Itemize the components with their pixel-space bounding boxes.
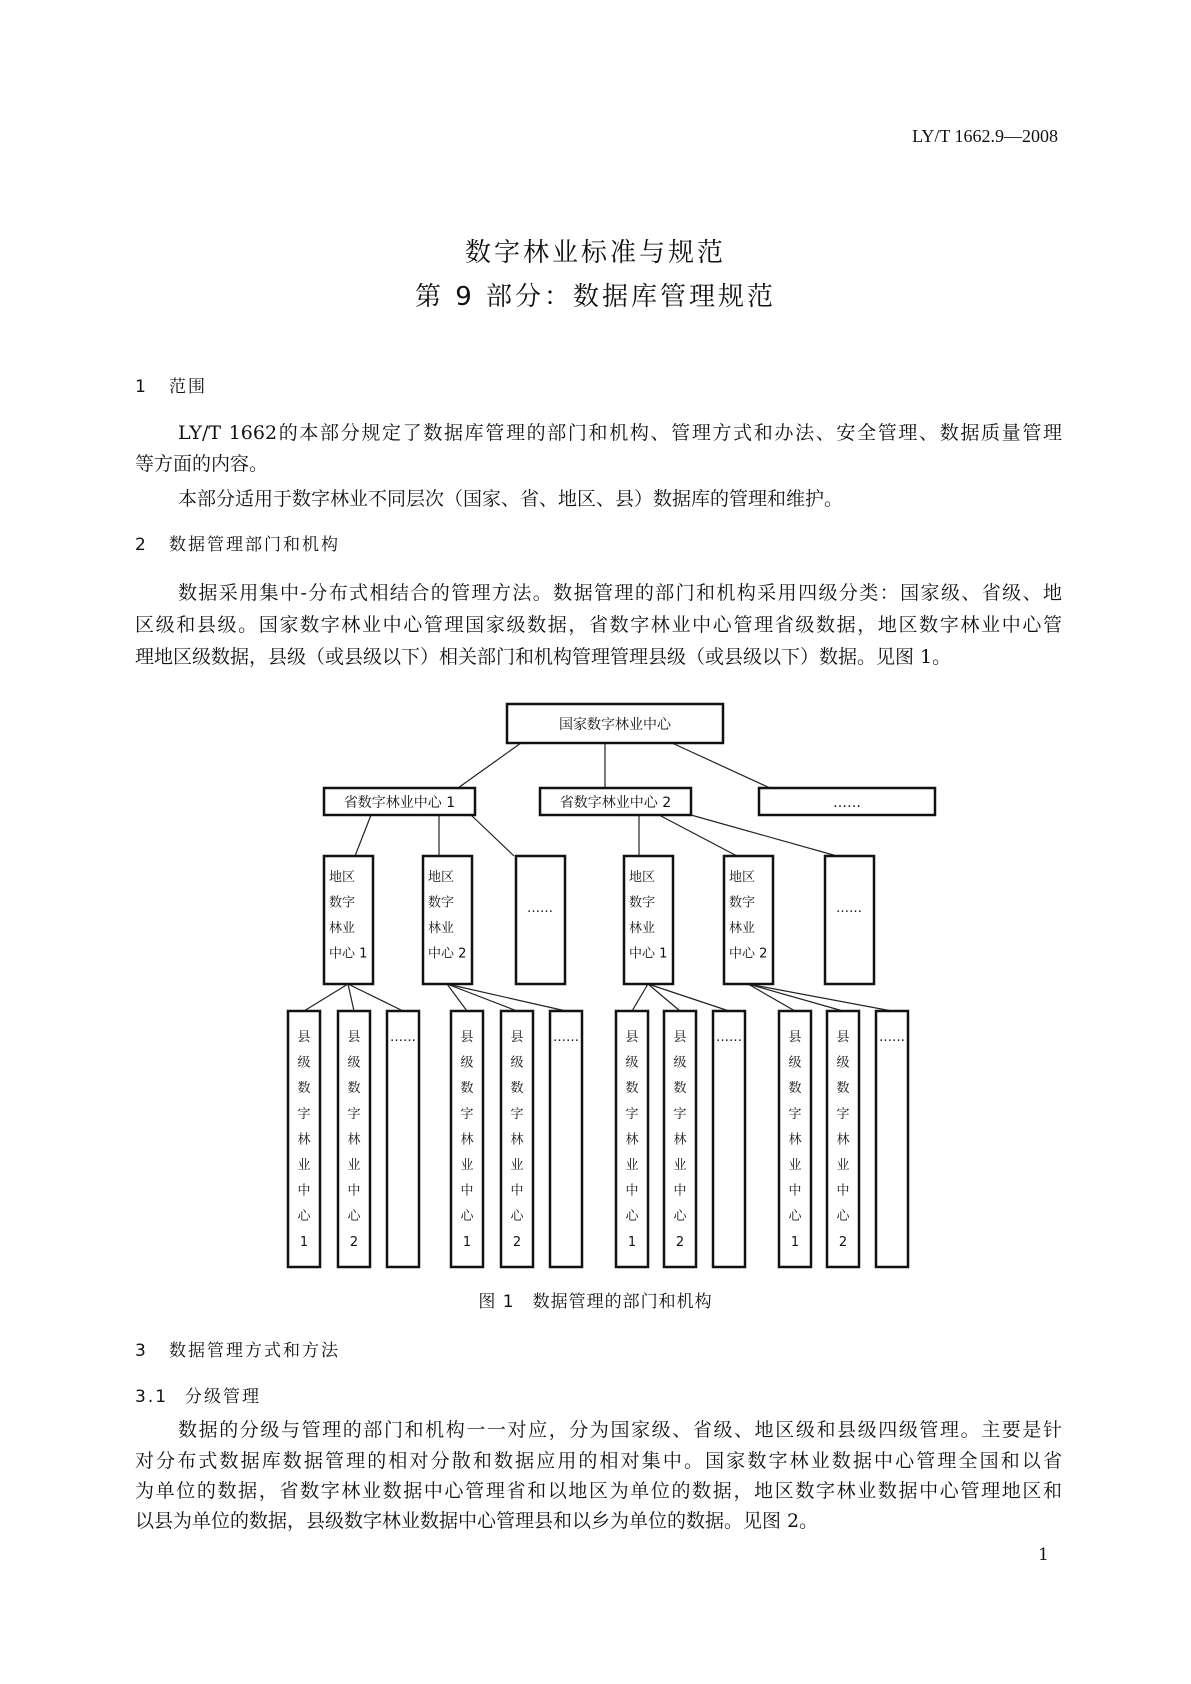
county-center-label: 字: [788, 1106, 802, 1122]
county-center-label: 级: [297, 1055, 311, 1071]
county-center-label: 1: [790, 1234, 800, 1250]
county-center-label: 字: [510, 1106, 524, 1122]
county-center-label: 林: [673, 1132, 687, 1148]
county-center-label: 中: [625, 1183, 639, 1199]
county-center-box: [550, 1011, 582, 1267]
county-center-label: 中: [788, 1183, 802, 1199]
county-center-box: [713, 1011, 745, 1267]
connector-line: [748, 984, 843, 1011]
county-center-label: 中: [347, 1183, 361, 1199]
document-subtitle: 第 9 部分：数据库管理规范: [414, 282, 777, 312]
county-center-label: 中: [460, 1183, 474, 1199]
county-center-label: 县: [297, 1030, 311, 1045]
county-center-label: 中: [297, 1183, 311, 1199]
county-center-label: 字: [673, 1106, 687, 1122]
region-center-label: 林业: [629, 921, 656, 936]
county-center-label: 级: [347, 1055, 361, 1071]
region-center-label: 中心 2: [428, 946, 467, 962]
region-center-label: ……: [836, 901, 862, 916]
county-center-label: 字: [297, 1106, 311, 1122]
page-number: 1: [1038, 1545, 1049, 1565]
county-center-label: 数: [297, 1081, 311, 1097]
connector-line: [458, 743, 521, 788]
connector-line: [355, 815, 371, 856]
county-center-label: 林: [788, 1132, 802, 1148]
county-center-label: 业: [836, 1158, 850, 1173]
figure-caption: 图 1 数据管理的部门和机构: [478, 1292, 713, 1312]
county-center-label: 心: [673, 1209, 687, 1225]
province-center-label: ……: [833, 795, 861, 811]
county-center-label: 中: [836, 1183, 850, 1199]
county-center-label: 级: [673, 1055, 687, 1071]
county-center-label: 业: [510, 1158, 524, 1173]
county-center-label: 数: [347, 1081, 361, 1097]
county-center-label: 林: [347, 1132, 361, 1148]
connector-line: [348, 984, 403, 1011]
connector-line: [648, 984, 680, 1011]
county-center-label: 业: [673, 1158, 687, 1173]
county-center-label: 心: [788, 1209, 802, 1225]
region-center-label: 中心 1: [629, 946, 668, 962]
region-center-label: 林业: [428, 921, 455, 936]
county-center-label: 心: [460, 1209, 474, 1225]
county-center-label: 2: [349, 1234, 359, 1250]
county-center-label: 心: [297, 1209, 311, 1225]
connector-line: [672, 743, 770, 788]
standard-code: LY/T 1662.9—2008: [912, 126, 1058, 146]
county-center-label: 业: [625, 1158, 639, 1173]
county-center-label: 数: [836, 1081, 850, 1097]
paragraph-line: 理地区级数据，县级（或县级以下）相关部门和机构管理管理县级（或县级以下）数据。见图 1。: [135, 646, 952, 668]
county-center-label: 县: [788, 1030, 802, 1045]
county-center-label: 1: [299, 1234, 309, 1250]
document-title: 数字林业标准与规范: [464, 238, 726, 268]
county-center-label: 业: [297, 1158, 311, 1173]
connector-line: [691, 815, 837, 856]
paragraph-line: 数据采用集中-分布式相结合的管理方法。数据管理的部门和机构采用四级分类：国家级、省级、地: [178, 582, 1062, 604]
county-center-label: 县: [347, 1030, 361, 1045]
county-center-label: 心: [510, 1209, 524, 1225]
county-center-label: 业: [347, 1158, 361, 1173]
county-center-label: ……: [390, 1030, 416, 1045]
county-center-label: 县: [510, 1030, 524, 1045]
county-center-label: 县: [625, 1030, 639, 1045]
region-center-label: 数字: [629, 895, 656, 911]
paragraph-line: 数据的分级与管理的部门和机构一一对应，分为国家级、省级、地区级和县级四级管理。主要是针: [178, 1419, 1062, 1441]
region-center-box: [516, 856, 565, 984]
county-center-label: 业: [788, 1158, 802, 1173]
paragraph-line: 本部分适用于数字林业不同层次（国家、省、地区、县）数据库的管理和维护。: [178, 488, 844, 510]
connector-line: [648, 984, 729, 1011]
county-center-label: 2: [838, 1234, 848, 1250]
region-center-label: ……: [527, 901, 553, 916]
county-center-label: 字: [460, 1106, 474, 1122]
county-center-box: [387, 1011, 419, 1267]
paragraph-line: 等方面的内容。: [135, 453, 269, 475]
county-center-label: 级: [510, 1055, 524, 1071]
county-center-label: 林: [510, 1132, 524, 1148]
county-center-label: 级: [460, 1055, 474, 1071]
county-center-label: ……: [716, 1030, 742, 1045]
region-center-label: 林业: [329, 921, 356, 936]
county-center-label: 林: [625, 1132, 639, 1148]
connector-line: [632, 984, 648, 1011]
section-3-1-heading: 3.1 分级管理: [135, 1387, 261, 1407]
paragraph-line: 以县为单位的数据，县级数字林业数据中心管理县和以乡为单位的数据。见图 2。: [135, 1510, 819, 1532]
county-center-label: 级: [836, 1055, 850, 1071]
connector-line: [471, 815, 514, 856]
county-center-label: 心: [347, 1209, 361, 1225]
connector-line: [348, 984, 354, 1011]
county-center-label: 数: [788, 1081, 802, 1097]
county-center-label: 业: [460, 1158, 474, 1173]
region-center-label: 地区: [629, 870, 656, 885]
county-center-label: 林: [836, 1132, 850, 1148]
province-center-label: 省数字林业中心 1: [343, 795, 456, 811]
county-center-label: 数: [510, 1081, 524, 1097]
county-center-label: 心: [836, 1209, 850, 1225]
national-center-label: 国家数字林业中心: [559, 717, 671, 733]
county-center-label: 县: [460, 1030, 474, 1045]
region-center-label: 林业: [729, 921, 756, 936]
connector-line: [659, 815, 737, 856]
paragraph-line: LY/T 1662的本部分规定了数据库管理的部门和机构、管理方式和办法、安全管理、数据质量管理: [178, 422, 1062, 444]
section-2-heading: 2 数据管理部门和机构: [135, 535, 340, 555]
county-center-label: 2: [675, 1234, 685, 1250]
county-center-label: 县: [673, 1030, 687, 1045]
region-center-label: 中心 2: [729, 946, 768, 962]
county-center-label: 级: [788, 1055, 802, 1071]
region-center-label: 数字: [329, 895, 356, 911]
county-center-label: 中: [510, 1183, 524, 1199]
county-center-label: 林: [297, 1132, 311, 1148]
county-center-label: 数: [625, 1081, 639, 1097]
county-center-box: [876, 1011, 908, 1267]
county-center-label: 1: [627, 1234, 637, 1250]
county-center-label: 中: [673, 1183, 687, 1199]
connector-line: [304, 984, 348, 1011]
county-center-label: ……: [553, 1030, 579, 1045]
section-1-heading: 1 范围: [135, 377, 207, 397]
region-center-label: 中心 1: [329, 946, 368, 962]
county-center-label: 字: [836, 1106, 850, 1122]
county-center-label: 心: [625, 1209, 639, 1225]
county-center-label: ……: [879, 1030, 905, 1045]
region-center-label: 地区: [428, 870, 455, 885]
region-center-label: 地区: [329, 870, 356, 885]
region-center-box: [825, 856, 874, 984]
county-center-label: 数: [460, 1081, 474, 1097]
county-center-label: 1: [462, 1234, 472, 1250]
region-center-label: 数字: [428, 895, 455, 911]
county-center-label: 字: [347, 1106, 361, 1122]
county-center-label: 数: [673, 1081, 687, 1097]
paragraph-line: 区级和县级。国家数字林业中心管理国家级数据，省数字林业中心管理省级数据，地区数字林业中心管: [135, 614, 1062, 636]
county-center-label: 林: [460, 1132, 474, 1148]
paragraph-line: 对分布式数据库数据管理的相对分散和数据应用的相对集中。国家数字林业数据中心管理全国和以省: [135, 1450, 1062, 1472]
province-center-label: 省数字林业中心 2: [559, 795, 672, 811]
connector-line: [748, 984, 892, 1011]
section-3-heading: 3 数据管理方式和方法: [135, 1341, 340, 1361]
paragraph-line: 为单位的数据，省数字林业数据中心管理省和以地区为单位的数据，地区数字林业数据中心管理地区和: [135, 1480, 1062, 1502]
region-center-label: 地区: [729, 870, 756, 885]
region-center-label: 数字: [729, 895, 756, 911]
county-center-label: 级: [625, 1055, 639, 1071]
county-center-label: 2: [512, 1234, 522, 1250]
county-center-label: 字: [625, 1106, 639, 1122]
county-center-label: 县: [836, 1030, 850, 1045]
